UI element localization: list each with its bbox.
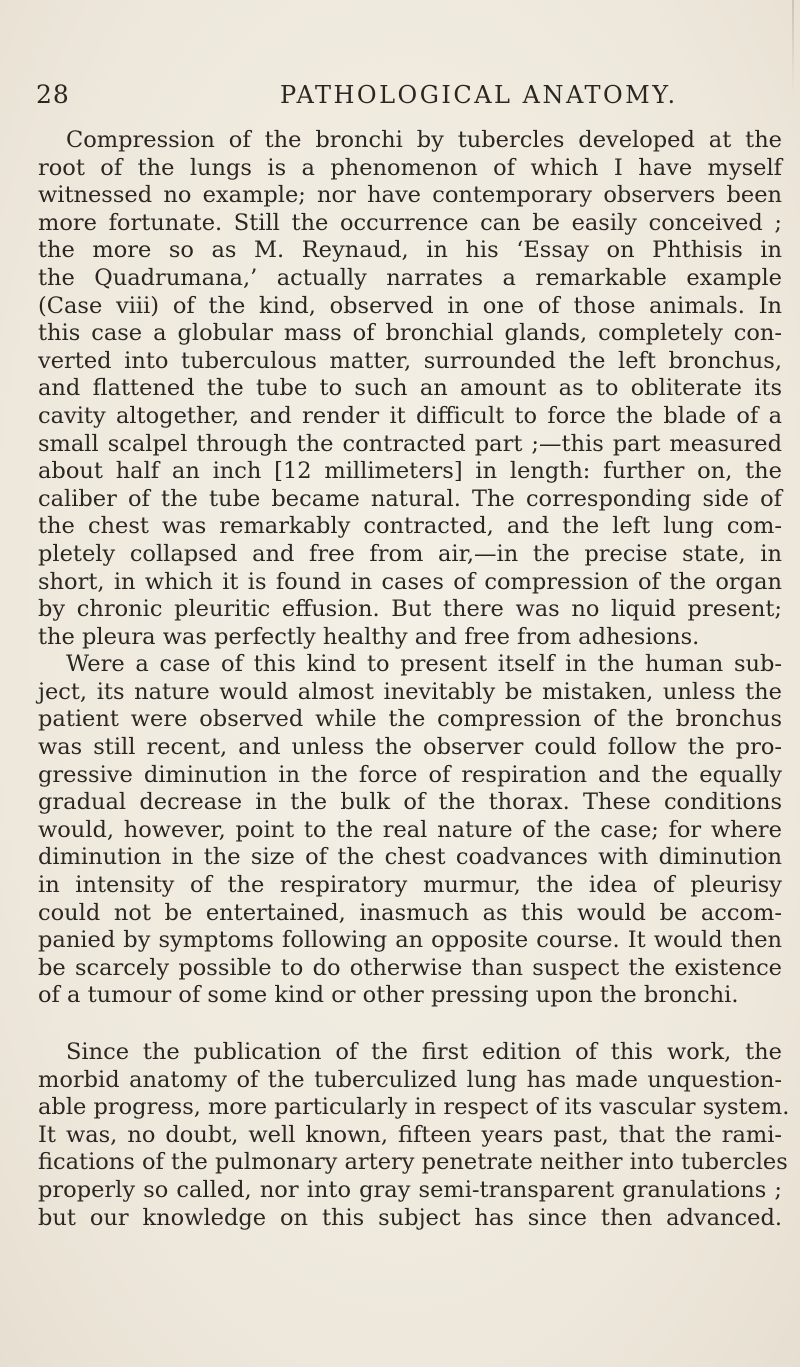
- text-line: short, in which it is found in cases of compression of the organ: [38, 568, 782, 595]
- text-line: ject, its nature would almost inevitably be mistaken, unless the: [38, 678, 782, 705]
- text-line: cavity altogether, and render it difficult to force the blade of a: [38, 402, 782, 429]
- running-head: [36, 78, 764, 112]
- text-line: fications of the pulmonary artery penetrate neither into tubercles: [38, 1149, 788, 1176]
- text-line: would, however, point to the real nature of the case; for where: [38, 816, 782, 843]
- text-line: diminution in the size of the chest coadvances with diminution: [38, 844, 782, 871]
- text-line: more fortunate. Still the occurrence can be easily conceived ;: [38, 209, 782, 236]
- paragraph-1: [38, 127, 782, 1010]
- text-line: the pleura was perfectly healthy and free from adhesions.: [38, 623, 700, 650]
- text-line: the more so as M. Reynaud, in his ‘Essay on Phthisis in: [38, 237, 782, 264]
- text-line: was still recent, and unless the observer could follow the pro-: [38, 734, 782, 761]
- text-line: in intensity of the respiratory murmur, the idea of pleurisy: [38, 872, 782, 899]
- text-line: panied by symptoms following an opposite course. It would then: [38, 927, 782, 954]
- text-line: could not be entertained, inasmuch as this would be accom-: [38, 899, 782, 926]
- page-number: 28: [36, 80, 70, 109]
- text-line: verted into tuberculous matter, surrounded the left bronchus,: [38, 347, 782, 374]
- text-line: but our knowledge on this subject has since then advanced.: [38, 1204, 782, 1231]
- text-line: about half an inch [12 millimeters] in length: further on, the: [38, 458, 782, 485]
- text-line: gradual decrease in the bulk of the thorax. These conditions: [38, 789, 782, 816]
- text-line: caliber of the tube became natural. The corresponding side of: [38, 485, 782, 512]
- text-line: (Case viii) of the kind, observed in one of those animals. In: [38, 292, 782, 319]
- text-line: able progress, more particularly in respect of its vascular system.: [38, 1094, 790, 1121]
- paragraph-2: [38, 1039, 790, 1232]
- body-text: [38, 127, 790, 1232]
- text-line: be scarcely possible to do otherwise than suspect the existence: [38, 954, 782, 981]
- text-line: the chest was remarkably contracted, and the left lung com-: [38, 513, 782, 540]
- text-line: properly so called, nor into gray semi-transparent granulations ;: [38, 1176, 782, 1203]
- text-line: of a tumour of some kind or other pressing upon the bronchi.: [38, 982, 739, 1009]
- running-title: PATHOLOGICAL ANATOMY.: [280, 81, 678, 109]
- text-line: Since the publication of the first edition of this work, the: [66, 1039, 782, 1065]
- text-line: root of the lungs is a phenomenon of which I have myself: [38, 154, 782, 181]
- page-edge-shadow: [792, 0, 794, 95]
- text-line: Compression of the bronchi by tubercles developed at the: [66, 127, 782, 153]
- text-line: morbid anatomy of the tuberculized lung has made unquestion-: [38, 1066, 782, 1093]
- text-line: It was, no doubt, well known, fifteen years past, that the rami-: [38, 1121, 782, 1148]
- text-line: Were a case of this kind to present itself in the human sub-: [66, 651, 782, 678]
- text-line: by chronic pleuritic effusion. But there was no liquid present;: [38, 596, 782, 623]
- text-line: gressive diminution in the force of respiration and the equally: [38, 761, 782, 788]
- text-line: the Quadrumana,’ actually narrates a remarkable example: [38, 264, 782, 291]
- text-line: witnessed no example; nor have contemporary observers been: [38, 182, 782, 209]
- text-line: this case a globular mass of bronchial glands, completely con-: [38, 320, 782, 347]
- text-line: patient were observed while the compression of the bronchus: [38, 706, 782, 733]
- text-line: small scalpel through the contracted part ;—this part measured: [38, 430, 782, 457]
- text-line: and flattened the tube to such an amount as to obliterate its: [38, 375, 782, 402]
- text-line: pletely collapsed and free from air,—in the precise state, in: [38, 540, 782, 567]
